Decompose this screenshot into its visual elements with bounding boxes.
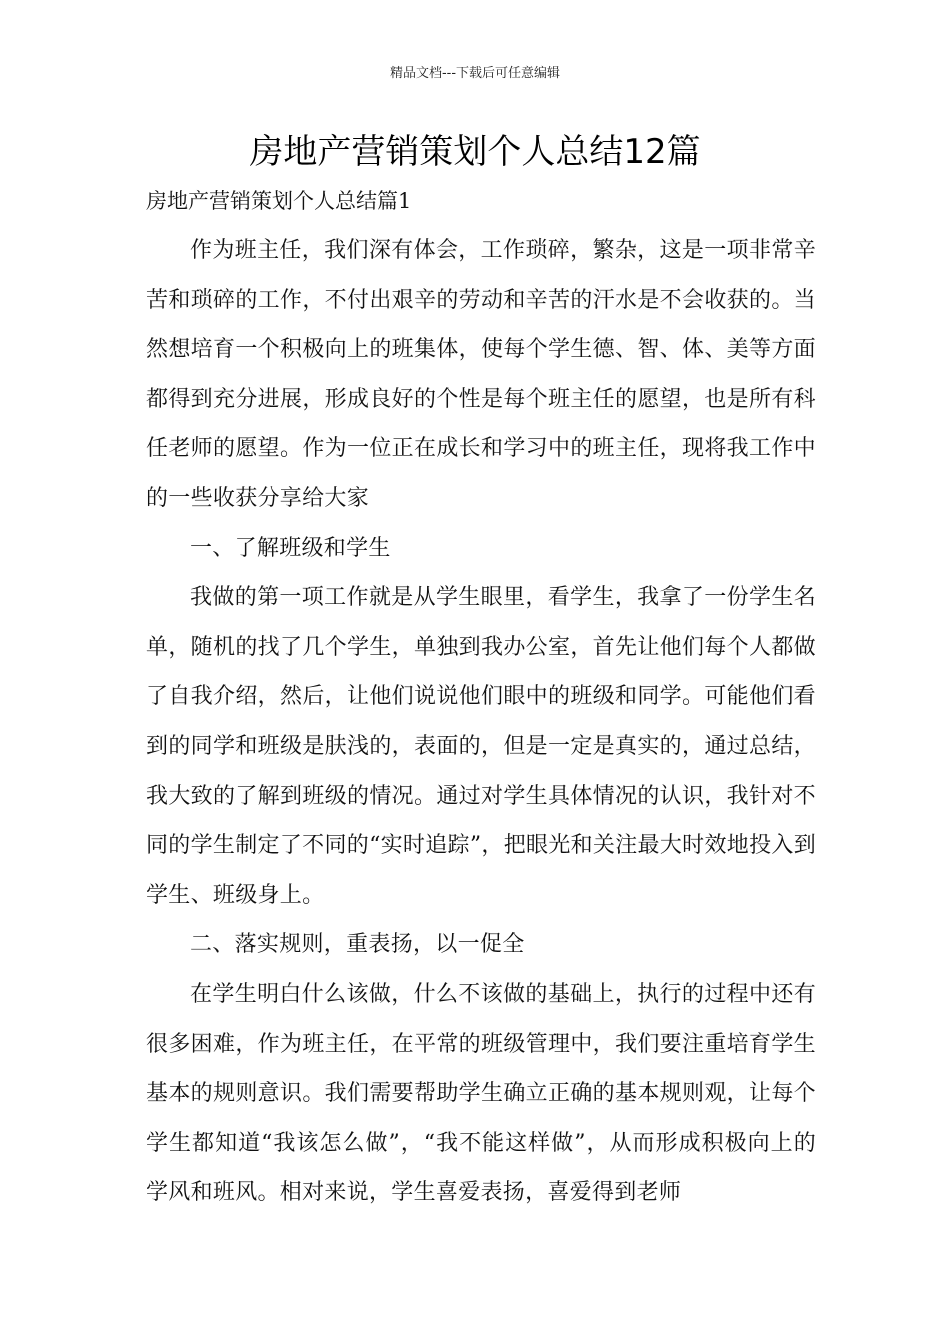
paragraph-intro: 作为班主任，我们深有体会，工作琐碎，繁杂，这是一项非常辛苦和琐碎的工作，不付出艰辛的劳动和辛苦的汗水是不会收获的。当然想培育一个积极向上的班集体，使每个学生德、智、体、美等方面都得到充分进展，形成良好的个性是每个班主任的愿望，也是所有科任老师的愿望。作为一位正在成长和学习中的班主任，现将我工作中的一些收获分享给大家 [146,238,816,511]
paragraph-implement-rules: 在学生明白什么该做，什么不该做的基础上，执行的过程中还有很多困难，作为班主任，在平常的班级管理中，我们要注重培育学生基本的规则意识。我们需要帮助学生确立正确的基本规则观，让每个学生都知道“我该怎么做”，“我不能这样做”，从而形成积极向上的学风和班风。相对来说，学生喜爱表扬，喜爱得到老师 [146,981,816,1206]
section-label: 房地产营销策划个人总结篇1 [146,189,412,213]
header-note: 精品文档---下载后可任意编辑 [389,66,561,81]
body-text [146,226,816,1218]
heading-implement-rules: 二、落实规则，重表扬，以一促全 [190,932,525,958]
paragraph-understand-class: 我做的第一项工作就是从学生眼里，看学生，我拿了一份学生名单，随机的找了几个学生，单独到我办公室，首先让他们每个人都做了自我介绍，然后，让他们说说他们眼中的班级和同学。可能他们看到的同学和班级是肤浅的，表面的，但是一定是真实的，通过总结，我大致的了解到班级的情况。通过对学生具体情况的认识，我针对不同的学生制定了不同的“实时追踪”，把眼光和关注最大时效地投入到学生、班级身上。 [146,585,816,908]
document-title: 房地产营销策划个人总结12篇 [249,132,701,172]
heading-understand-class: 一、了解班级和学生 [190,535,391,561]
